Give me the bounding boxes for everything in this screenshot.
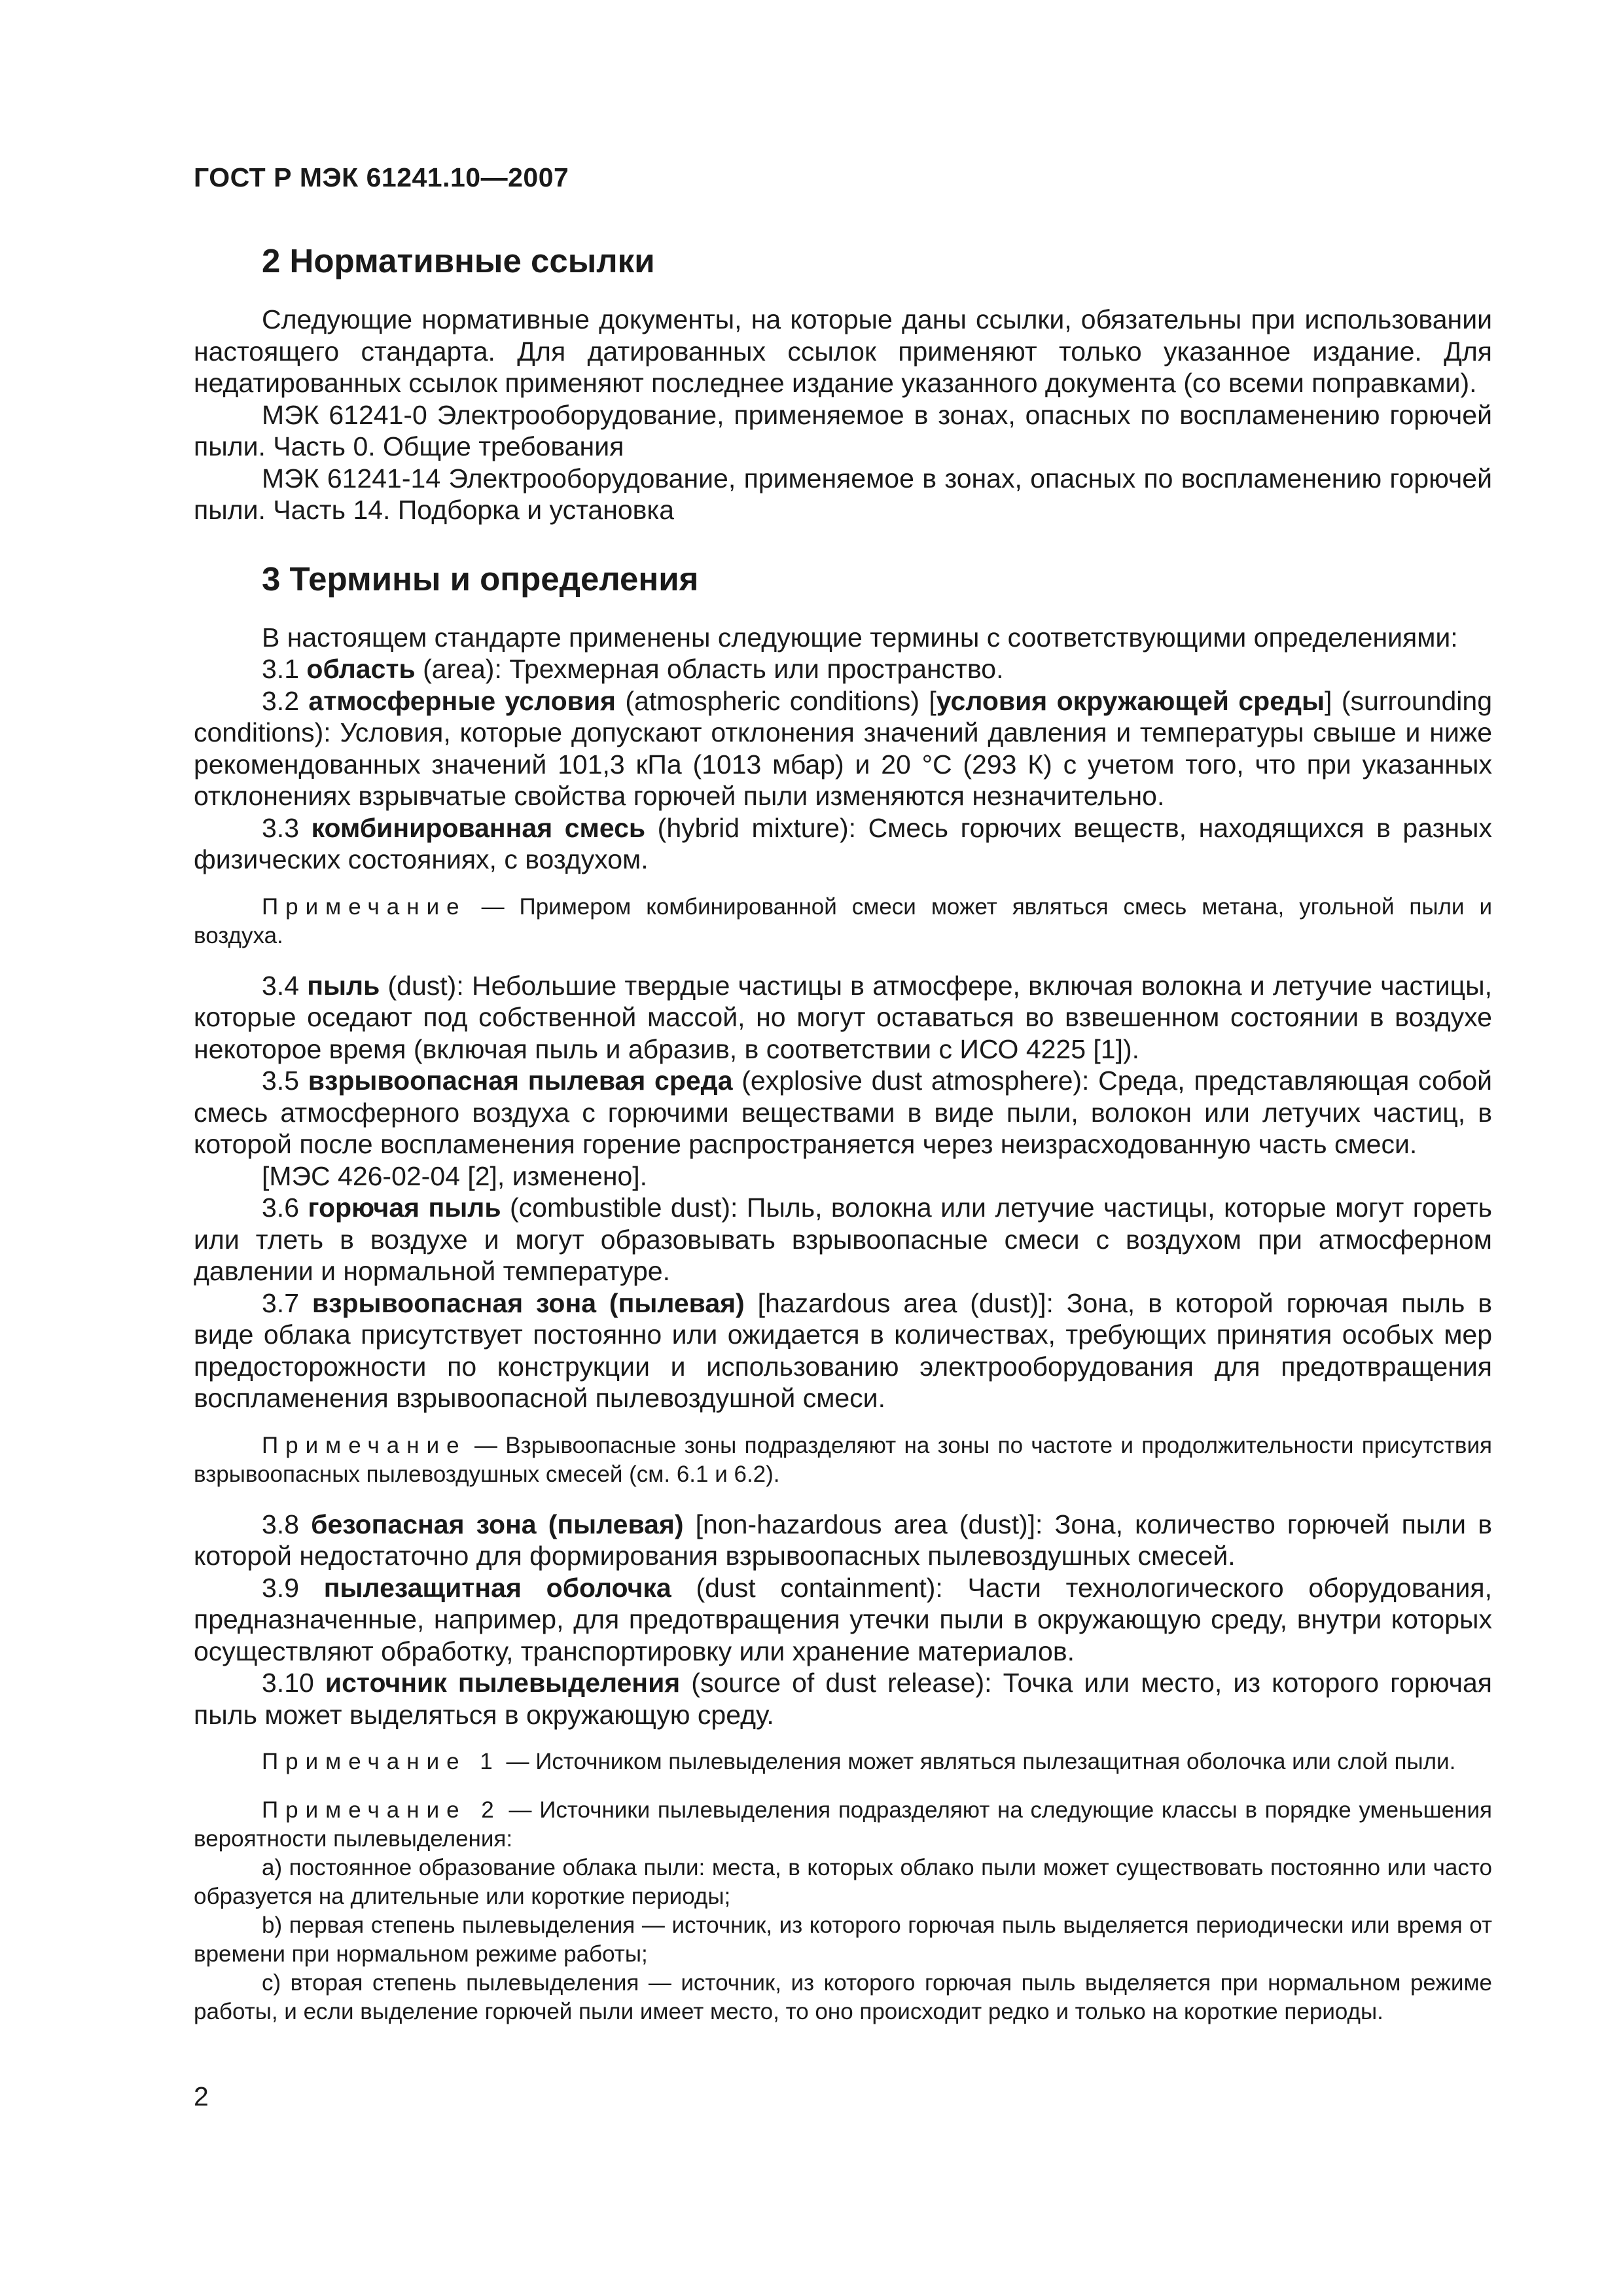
note-list-item-c: c) вторая степень пылевыделения — источник, из которого горючая пыль выделяется при нормальном режиме работы, и если выделение горючей пыли имеет место, то оно происходит редко и только на короткие периоды. [194, 1970, 1492, 2024]
term-name: комбинированная смесь [311, 812, 646, 843]
term-number: 3.7 [262, 1287, 299, 1318]
term-3-2 [194, 685, 1492, 812]
note-3-10-1 [194, 1748, 1492, 1776]
document-header: ГОСТ Р МЭК 61241.10—2007 [194, 162, 569, 192]
term-definition: (area): Трехмерная область или пространство. [415, 654, 1004, 684]
term-3-10 [194, 1667, 1492, 1731]
term-number: 3.9 [262, 1572, 299, 1603]
note-text: — Примером комбинированной смеси может являться смесь метана, угольной пыли и воздуха. [194, 893, 1492, 948]
term-number: 3.4 [262, 970, 299, 1001]
note-3-10-2 [194, 1796, 1492, 2026]
term-3-3 [194, 812, 1492, 876]
term-definition: (dust containment): Части технологического оборудования, предназначенные, например, для предотвращения утечки пыли в окружающую среду, внутри которых осуществляют обработку, транспортировку или хранение материалов. [194, 1572, 1492, 1666]
term-definition: (dust): Небольшие твердые частицы в атмосфере, включая волокна и летучие частицы, которые оседают под собственной массой, но могут оставаться во взвешенном состоянии в воздухе некоторое время (включая пыль и абразив, в соответствии с ИСО 4225 [1]). [194, 970, 1492, 1064]
term-3-1 [194, 653, 1492, 685]
page-number: 2 [194, 2081, 209, 2111]
term-number: 3.5 [262, 1066, 299, 1096]
term-3-4 [194, 970, 1492, 1066]
term-number: 3.8 [262, 1509, 299, 1539]
note-text: — Источники пылевыделения подразделяют на следующие классы в порядке уменьшения вероятности пылевыделения: [194, 1797, 1492, 1852]
document-body [194, 242, 1492, 2026]
section-3-title: 3 Термины и определения [262, 560, 699, 598]
term-definition: (combustible dust): Пыль, волокна или летучие частицы, которые могут гореть или тлеть в воздухе и могут образовывать взрывоопасные смеси с воздухом при атмосферном давлении и нормальной температуре. [194, 1193, 1492, 1286]
term-definition: (source of dust release): Точка или место, из которого горючая пыль может выделяться в окружающую среду. [194, 1668, 1492, 1730]
term-synonym: условия окружающей среды [936, 685, 1325, 716]
term-definition: [hazardous area (dust)]: Зона, в которой горючая пыль в виде облака присутствует постоянно или ожидается в количествах, требующих принятия особых мер предосторожности по конструкции и использованию электрооборудования для предотвращения воспламенения взрывоопасной пылевоздушной смеси. [194, 1287, 1492, 1413]
note-list-item-b: b) первая степень пылевыделения — источник, из которого горючая пыль выделяется периодически или время от времени при нормальном режиме работы; [194, 1912, 1492, 1967]
section-2-intro: Следующие нормативные документы, на которые даны ссылки, обязательны при использовании настоящего стандарта. Для датированных ссылок применяют только указанное издание. Для недатированных ссылок применяют последнее издание указанного документа (со всеми поправками). [194, 304, 1492, 398]
term-number: 3.2 [262, 685, 299, 716]
term-3-7 [194, 1287, 1492, 1414]
note-3-3 [194, 893, 1492, 950]
section-2-title: 2 Нормативные ссылки [262, 242, 655, 279]
term-number: 3.6 [262, 1193, 299, 1223]
note-text: — Взрывоопасные зоны подразделяют на зоны по частоте и продолжительности присутствия взрывоопасных пылевоздушных смесей (см. 6.1 и 6.2). [194, 1432, 1492, 1487]
term-number: 3.3 [262, 812, 299, 843]
normative-reference-2: МЭК 61241-14 Электрооборудование, применяемое в зонах, опасных по воспламенению горючей пыли. Часть 14. Подборка и установка [194, 463, 1492, 525]
term-name: безопасная зона (пылевая) [311, 1509, 684, 1539]
term-number: 3.10 [262, 1668, 314, 1698]
note-text: — Источником пылевыделения может являться пылезащитная оболочка или слой пыли. [499, 1749, 1456, 1774]
term-definition: ] (surrounding conditions): Условия, которые допускают отклонения значений давления и температуры свыше и ниже рекомендованных значений 101,3 кПа (1013 мбар) и 20 °C (293 К) с учетом того, что при указанных отклонениях взрывчатые свойства горючей пыли изменяются незначительно. [194, 685, 1493, 811]
note-list-item-a: a) постоянное образование облака пыли: места, в которых облако пыли может существовать постоянно или часто образуется на длительные или короткие периоды; [194, 1855, 1492, 1909]
term-name: атмосферные условия [308, 685, 616, 716]
term-english: (atmospheric conditions) [ [615, 685, 936, 716]
term-definition: (explosive dust atmosphere): Среда, представляющая собой смесь атмосферного воздуха с горючими веществами в виде пыли, волокон или летучих частиц, в которой после воспламенения горение распространяется через неизрасходованную часть смеси. [194, 1066, 1492, 1159]
term-number: 3.1 [262, 654, 299, 684]
term-name: источник пылевыделения [325, 1668, 681, 1698]
note-label: Примечание 1 [262, 1749, 500, 1774]
term-name: взрывоопасная зона (пылевая) [312, 1287, 745, 1318]
term-name: пыль [307, 970, 380, 1001]
term-name: взрывоопасная пылевая среда [308, 1066, 733, 1096]
term-3-8 [194, 1509, 1492, 1572]
term-3-5 [194, 1065, 1492, 1160]
term-name: горючая пыль [308, 1193, 501, 1223]
note-3-7 [194, 1431, 1492, 1489]
term-name: область [306, 654, 416, 684]
note-label: Примечание [262, 1432, 467, 1458]
normative-reference-1: МЭК 61241-0 Электрооборудование, применяемое в зонах, опасных по воспламенению горючей пыли. Часть 0. Общие требования [194, 399, 1492, 461]
term-3-6 [194, 1192, 1492, 1287]
term-3-9 [194, 1572, 1492, 1668]
term-definition: [non-hazardous area (dust)]: Зона, количество горючей пыли в которой недостаточно для формирования взрывоопасных пылевоздушных смесей. [194, 1509, 1492, 1571]
term-definition: (hybrid mixture): Смесь горючих веществ, находящихся в разных физических состояниях, с воздухом. [194, 812, 1492, 874]
note-label: Примечание [262, 893, 467, 920]
note-label: Примечание 2 [262, 1797, 501, 1823]
section-3-intro: В настоящем стандарте применены следующие термины с соответствующими определениями: [262, 622, 1458, 653]
term-3-5-source: [МЭС 426-02-04 [2], изменено]. [262, 1160, 648, 1191]
term-name: пылезащитная оболочка [323, 1572, 671, 1603]
